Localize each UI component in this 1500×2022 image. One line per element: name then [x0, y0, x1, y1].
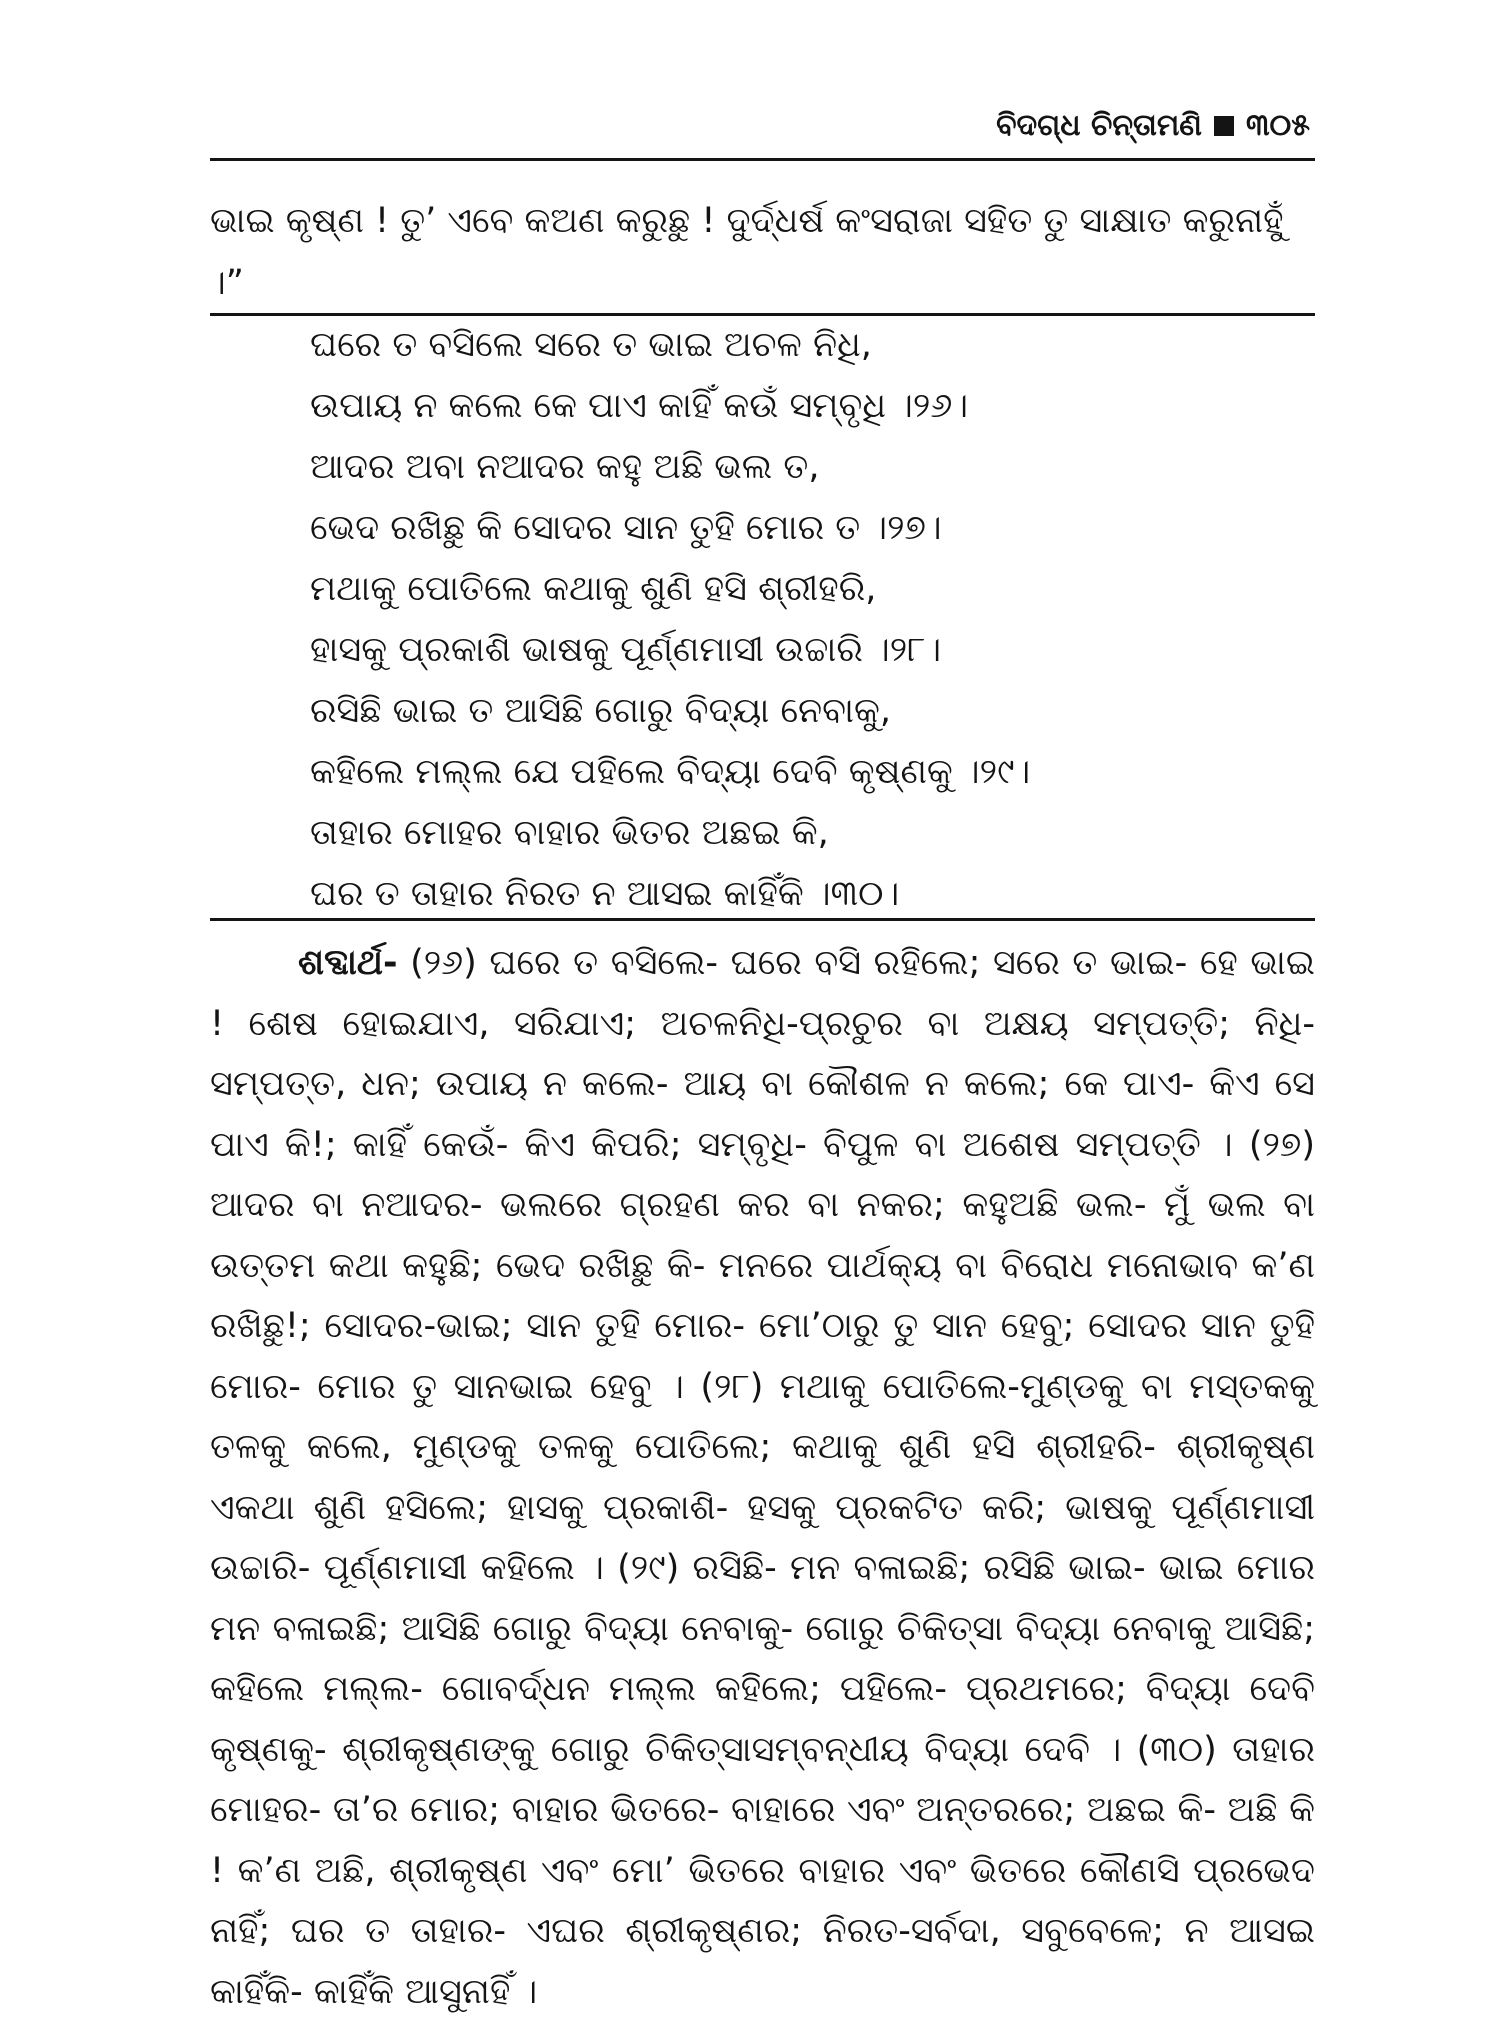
glossary-body: (୨୬) ଘରେ ତ ବସିଲେ- ଘରେ ବସି ରହିଲେ; ସରେ ତ ଭାଇ- ହେ ଭାଇ ! ଶେଷ ହୋଇଯାଏ, ସରିଯାଏ; ଅଚଳନିଧି-ପ୍ରଚୁର ବା ଅକ୍ଷୟ ସମ୍ପତ୍ତି; ନିଧି-ସମ୍ପତ୍ତ, ଧନ; ଉପାୟ ନ କଲେ- ଆୟ ବା କୌଶଳ ନ କଲେ; କେ ପାଏ- କିଏ ସେ ପାଏ କି!; କାହିଁ କେଉଁ- କିଏ କିପରି; ସମ୍ବୃଧି- ବିପୁଳ ବା ଅଶେଷ ସମ୍ପତ୍ତି । (୨୭) ଆଦର ବା ନଆଦର- ଭଲରେ ଗ୍ରହଣ କର ବା ନକର; କହୁଅଛି ଭଲ- ମୁଁ ଭଲ ବା ଉତ୍ତମ କଥା କହୁଛି; ଭେଦ ରଖିଛୁ କି- ମନରେ ପାର୍ଥକ୍ୟ ବା ବିରୋଧ ମନୋଭାବ କ’ଣ ରଖିଛୁ!; ସୋଦର-ଭାଇ; ସାନ ତୁହି ମୋର- ମୋ’ଠାରୁ ତୁ ସାନ ହେବୁ; ସୋଦର ସାନ ତୁହି ମୋର- ମୋର ତୁ ସାନଭାଇ ହେବୁ । (୨୮) ମଥାକୁ ପୋତିଲେ-ମୁଣ୍ଡକୁ ବା ମସ୍ତକକୁ ତଳକୁ କଲେ, ମୁଣ୍ଡକୁ ତଳକୁ ପୋତିଲେ; କଥାକୁ ଶୁଣି ହସି ଶ୍ରୀହରି- ଶ୍ରୀକୃଷ୍ଣ ଏକଥା ଶୁଣି ହସିଲେ; ହାସକୁ ପ୍ରକାଶି- ହସକୁ ପ୍ରକଟିତ କରି; ଭାଷକୁ ପୂର୍ଣ୍ଣମାସୀ ଉଚ୍ଚାରି- ପୂର୍ଣ୍ଣମାସୀ କହିଲେ । (୨୯) ରସିଛି- ମନ ବଳାଇଛି; ରସିଛି ଭାଇ- ଭାଇ ମୋର ମନ ବଳାଇଛି; ଆସିଛି ଗୋରୁ ବିଦ୍ୟା ନେବାକୁ- ଗୋରୁ ଚିକିତ୍ସା ବିଦ୍ୟା ନେବାକୁ ଆସିଛି; କହିଲେ ମଲ୍ଲ- ଗୋବର୍ଦ୍ଧନ ମଲ୍ଲ କହିଲେ; ପହିଲେ- ପ୍ରଥମରେ; ବିଦ୍ୟା ଦେବି କୃଷ୍ଣକୁ- ଶ୍ରୀକୃଷ୍ଣଙ୍କୁ ଗୋରୁ ଚିକିତ୍ସାସମ୍ବନ୍ଧୀୟ ବିଦ୍ୟା ଦେବି । (୩୦) ତାହାର ମୋହର- ତା’ର ମୋର; ବାହାର ଭିତରେ- ବାହାରେ ଏବଂ ଅନ୍ତରରେ; ଅଛଇ କି- ଅଛି କି ! କ’ଣ ଅଛି, ଶ୍ରୀକୃଷ୍ଣ ଏବଂ ମୋ’ ଭିତରେ ବାହାର ଏବଂ ଭିତରେ କୌଣସି ପ୍ରଭେଦ ନାହିଁ; ଘର ତ ତାହାର- ଏଘର ଶ୍ରୀକୃଷ୍ଣର; ନିରତ-ସର୍ବଦା, ସବୁବେଳେ; ନ ଆସଇ କାହିଁକି- କାହିଁକି ଆସୁନାହିଁ । [210, 943, 1315, 2012]
verse-line: କହିଲେ ମଲ୍ଲ ଯେ ପହିଲେ ବିଦ୍ୟା ଦେବି କୃଷ୍ଣକୁ ।୨୯। [310, 752, 1031, 792]
verse-line: ହାସକୁ ପ୍ରକାଶି ଭାଷକୁ ପୂର୍ଣ୍ଣମାସୀ ଉଚ୍ଚାରି ।୨୮। [310, 630, 942, 670]
header-rule [210, 158, 1315, 161]
verse-line: ରସିଛି ଭାଇ ତ ଆସିଛି ଗୋରୁ ବିଦ୍ୟା ନେବାକୁ, [310, 691, 892, 731]
book-title: ବିଦଗ୍ଧ ଚିନ୍ତାମଣି [996, 108, 1202, 143]
glossary-lead: ଶବ୍ଦାର୍ଥ- [298, 943, 398, 983]
glossary-text [210, 933, 1315, 2022]
verse-line: ତାହାର ମୋହର ବାହାର ଭିତର ଅଛଇ କି, [310, 813, 829, 853]
verse-line: ଭେଦ ରଖିଛୁ କି ସୋଦର ସାନ ତୁହି ମୋର ତ ।୨୭। [310, 508, 942, 548]
verse-bottom-rule [210, 918, 1315, 921]
separator-square-icon [1214, 116, 1234, 136]
verse-line: ମଥାକୁ ପୋତିଲେ କଥାକୁ ଶୁଣି ହସି ଶ୍ରୀହରି, [310, 569, 877, 609]
intro-paragraph [210, 190, 1315, 314]
verse-line: ଉପାୟ ନ କଲେ କେ ପାଏ କାହିଁ କଉଁ ସମ୍ବୃଧି ।୨୬। [310, 386, 969, 426]
verse-block [310, 315, 1310, 925]
running-header [996, 108, 1310, 143]
intro-text: ଭାଇ କୃଷ୍ଣ ! ତୁ’ ଏବେ କଅଣ କରୁଛୁ ! ଦୁର୍ଦ୍ଧର୍ଷ କଂସରାଜା ସହିତ ତୁ ସାକ୍ଷାତ କରୁନାହୁଁ ।” [210, 201, 1284, 303]
page-number: ୩୦୫ [1245, 108, 1310, 143]
verse-line: ଘର ତ ତାହାର ନିରତ ନ ଆସଇ କାହିଁକି ।୩୦। [310, 874, 900, 914]
glossary-paragraph [210, 933, 1315, 2022]
verse-line: ଘରେ ତ ବସିଲେ ସରେ ତ ଭାଇ ଅଚଳ ନିଧି, [310, 325, 872, 365]
verse-line: ଆଦର ଅବା ନଆଦର କହୁ ଅଛି ଭଲ ତ, [310, 447, 820, 487]
